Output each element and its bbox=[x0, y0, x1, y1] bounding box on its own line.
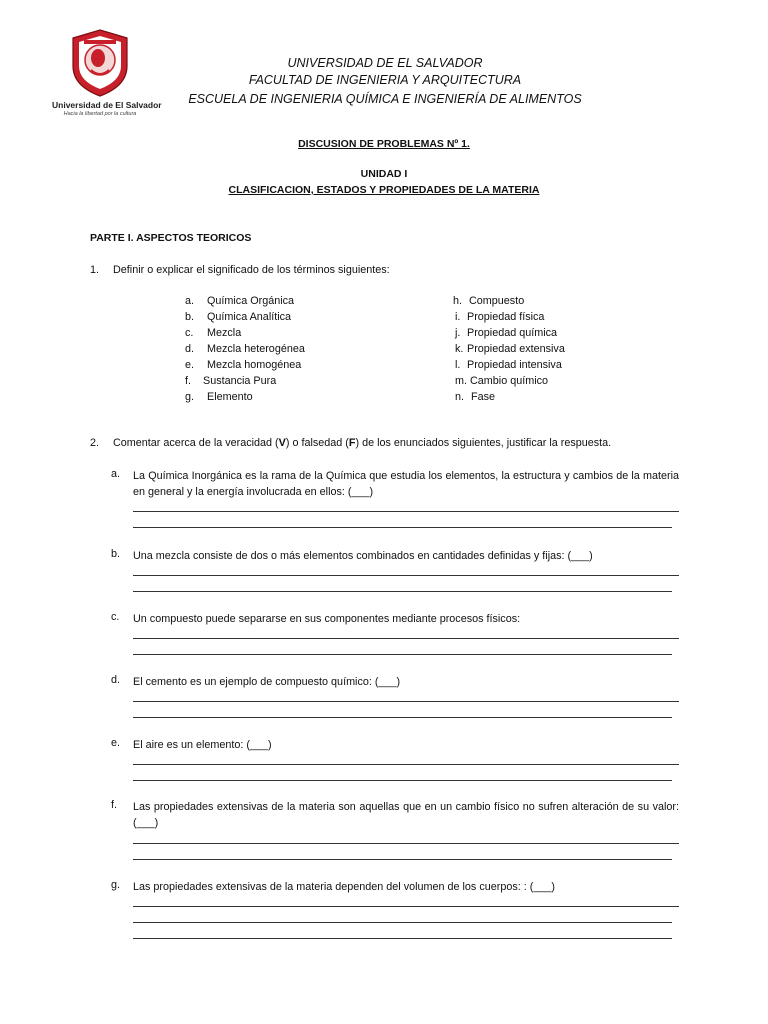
answer-line[interactable] bbox=[133, 591, 672, 592]
term-item: Fase bbox=[471, 391, 496, 403]
statement-text: Las propiedades extensivas de la materia son aquellas que en un cambio físico no sufren alteración de su valor: (___) bbox=[133, 801, 679, 829]
term-letter: e. bbox=[185, 359, 195, 371]
term-letter: m. bbox=[455, 375, 467, 387]
term-item: Propiedad física bbox=[467, 311, 545, 323]
term-letter: h. bbox=[453, 295, 463, 307]
answer-line[interactable] bbox=[133, 575, 679, 576]
term-item: Cambio químico bbox=[470, 375, 549, 387]
statement-letter: c. bbox=[111, 611, 120, 623]
term-item: Propiedad química bbox=[467, 327, 558, 339]
part-title: PARTE I. ASPECTOS TEORICOS bbox=[90, 232, 252, 244]
term-letter: a. bbox=[185, 295, 195, 307]
unit-label: UNIDAD I bbox=[360, 168, 408, 180]
term-item: Elemento bbox=[207, 391, 253, 403]
term-letter: k. bbox=[455, 343, 464, 355]
term-item: Propiedad intensiva bbox=[467, 359, 562, 371]
term-item: Propiedad extensiva bbox=[467, 343, 565, 355]
answer-line[interactable] bbox=[133, 638, 679, 639]
document-title: DISCUSION DE PROBLEMAS Nº 1. bbox=[298, 138, 470, 150]
answer-line[interactable] bbox=[133, 780, 672, 781]
statement-letter: f. bbox=[111, 799, 117, 811]
statement-letter: b. bbox=[111, 548, 121, 560]
q1-text: Definir o explicar el significado de los términos siguientes: bbox=[113, 264, 390, 276]
statement-text: El aire es un elemento: (___) bbox=[133, 739, 272, 751]
term-letter: l. bbox=[455, 359, 461, 371]
term-item: Sustancia Pura bbox=[203, 375, 277, 387]
statement-letter: d. bbox=[111, 674, 121, 686]
header-university: UNIVERSIDAD DE EL SALVADOR bbox=[287, 56, 483, 70]
term-letter: n. bbox=[455, 391, 465, 403]
answer-line[interactable] bbox=[133, 511, 679, 512]
term-letter: f. bbox=[185, 375, 191, 387]
term-item: Mezcla bbox=[207, 327, 242, 339]
term-item: Mezcla heterogénea bbox=[207, 343, 305, 355]
term-letter: g. bbox=[185, 391, 195, 403]
university-seal-icon bbox=[69, 28, 131, 98]
statement-text: La Química Inorgánica es la rama de la Química que estudia los elementos, la estructura y cambios de la materia en general y la energía involucrada en ellos: (___) bbox=[133, 470, 679, 498]
logo-university-name: Universidad de El Salvador bbox=[52, 100, 162, 110]
term-item: Química Analítica bbox=[207, 311, 292, 323]
unit-title: CLASIFICACION, ESTADOS Y PROPIEDADES DE LA MATERIA bbox=[228, 184, 540, 196]
statement-letter: e. bbox=[111, 737, 121, 749]
answer-line[interactable] bbox=[133, 764, 679, 765]
term-letter: c. bbox=[185, 327, 194, 339]
answer-line[interactable] bbox=[133, 843, 679, 844]
logo-motto: Hacia la libertad por la cultura bbox=[63, 111, 137, 117]
term-item: Compuesto bbox=[469, 295, 525, 307]
answer-line[interactable] bbox=[133, 906, 679, 907]
term-letter: b. bbox=[185, 311, 195, 323]
q2-text: Comentar acerca de la veracidad (V) o falsedad (F) de los enunciados siguientes, justificar la respuesta. bbox=[113, 437, 612, 449]
term-item: Mezcla homogénea bbox=[207, 359, 302, 371]
answer-line[interactable] bbox=[133, 922, 672, 923]
answer-line[interactable] bbox=[133, 859, 672, 860]
statement-text: Las propiedades extensivas de la materia dependen del volumen de los cuerpos: : (___) bbox=[133, 881, 555, 893]
term-letter: d. bbox=[185, 343, 195, 355]
answer-line[interactable] bbox=[133, 938, 672, 939]
statement-letter: g. bbox=[111, 879, 121, 891]
answer-line[interactable] bbox=[133, 654, 672, 655]
term-letter: j. bbox=[455, 327, 461, 339]
statement-text: Un compuesto puede separarse en sus componentes mediante procesos físicos: bbox=[133, 613, 521, 625]
answer-line[interactable] bbox=[133, 527, 672, 528]
q1-number: 1. bbox=[90, 264, 100, 276]
term-item: Química Orgánica bbox=[207, 295, 295, 307]
statement-text: Una mezcla consiste de dos o más elementos combinados en cantidades definidas y fijas: (___) bbox=[133, 550, 593, 562]
statement-text: El cemento es un ejemplo de compuesto químico: (___) bbox=[133, 676, 401, 688]
q2-number: 2. bbox=[90, 437, 100, 449]
university-logo bbox=[52, 28, 162, 120]
header-faculty: FACULTAD DE INGENIERIA Y ARQUITECTURA bbox=[248, 73, 522, 87]
header-school: ESCUELA DE INGENIERIA QUÍMICA E INGENIERÍA DE ALIMENTOS bbox=[188, 92, 582, 106]
answer-line[interactable] bbox=[133, 701, 679, 702]
statement-letter: a. bbox=[111, 468, 121, 480]
answer-line[interactable] bbox=[133, 717, 672, 718]
term-letter: i. bbox=[455, 311, 461, 323]
